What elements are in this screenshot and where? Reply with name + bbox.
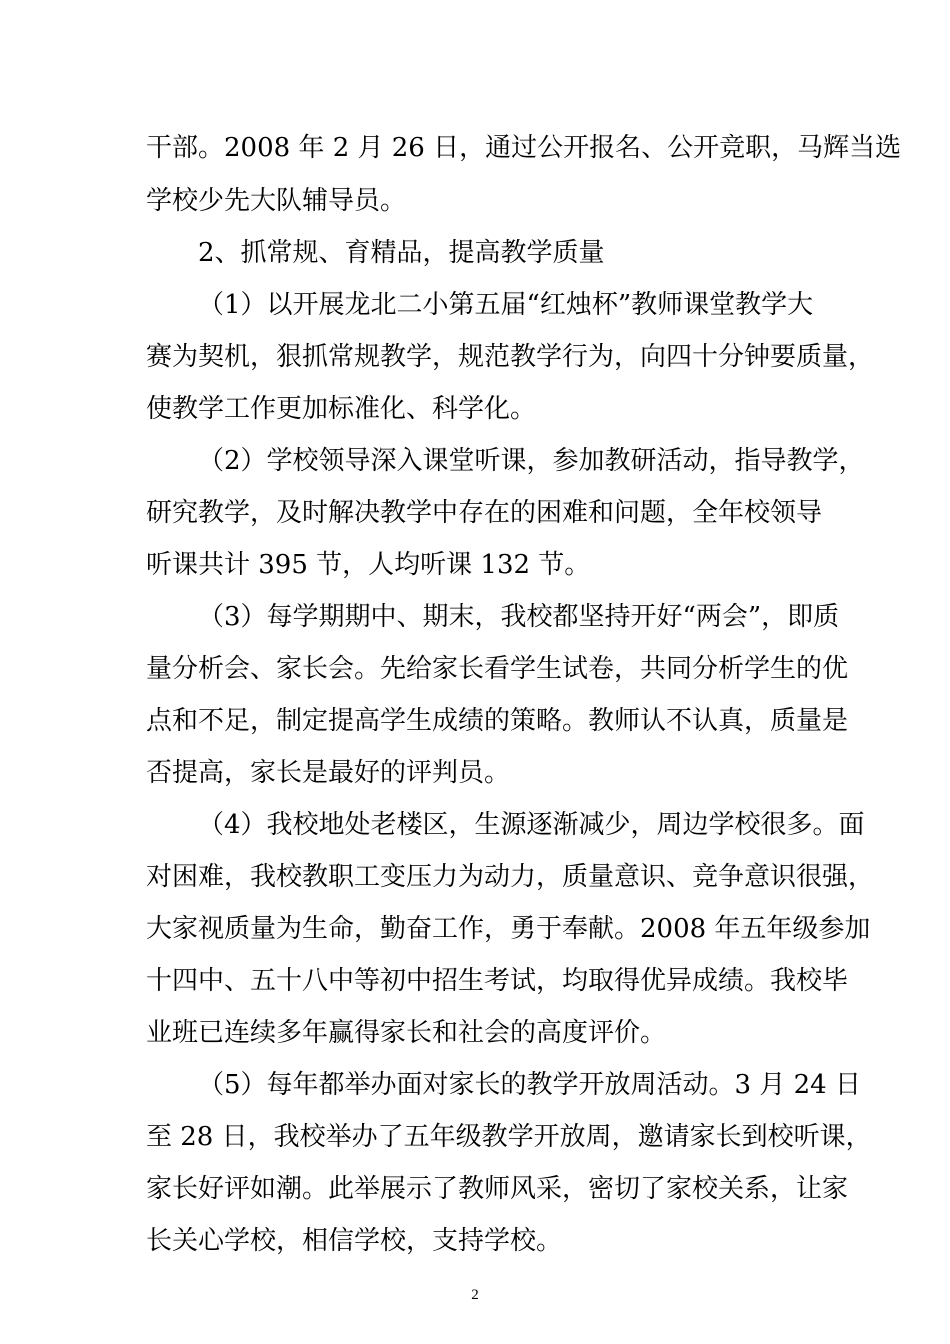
paragraph-start: （4）我校地处老楼区，生源逐渐减少，周边学校很多。面 [198,810,865,840]
page-number: 2 [471,1287,479,1303]
text-line: 量分析会、家长会。先给家长看学生试卷，共同分析学生的优 [146,654,849,684]
text-line: 点和不足，制定提高学生成绩的策略。教师认不认真，质量是 [146,706,849,736]
text-line: 业班已连续多年赢得家长和社会的高度评价。 [146,1018,667,1048]
text-line: 使教学工作更加标准化、科学化。 [146,394,537,424]
text-line: 研究教学，及时解决教学中存在的困难和问题，全年校领导 [146,498,823,528]
text-line: 家长好评如潮。此举展示了教师风采，密切了家校关系，让家 [146,1174,849,1204]
section-heading: 2、抓常规、育精品，提高教学质量 [198,238,605,268]
paragraph-start: （5）每年都举办面对家长的教学开放周活动。3 月 24 日 [198,1070,861,1100]
text-line: 学校少先大队辅导员。 [146,186,407,216]
paragraph-start: （3）每学期期中、期末，我校都坚持开好“两会”，即质 [198,602,840,632]
text-line: 至 28 日，我校举办了五年级教学开放周，邀请家长到校听课， [146,1122,872,1152]
text-line: 听课共计 395 节，人均听课 132 节。 [146,550,591,580]
text-line: 长关心学校，相信学校，支持学校。 [146,1226,563,1256]
text-line: 干部。2008 年 2 月 26 日，通过公开报名、公开竞职，马辉当选 [146,133,902,163]
text-line: 大家视质量为生命，勤奋工作，勇于奉献。2008 年五年级参加 [146,914,871,944]
paragraph-start: （1）以开展龙北二小第五届“红烛杯”教师课堂教学大 [198,290,814,320]
paragraph-start: （2）学校领导深入课堂听课，参加教研活动，指导教学， [198,446,865,476]
text-line: 否提高，家长是最好的评判员。 [146,758,511,788]
text-line: 十四中、五十八中等初中招生考试，均取得优异成绩。我校毕 [146,966,849,996]
text-line: 对困难，我校教职工变压力为动力，质量意识、竞争意识很强， [146,862,875,892]
text-line: 赛为契机，狠抓常规教学，规范教学行为，向四十分钟要质量， [146,342,875,372]
